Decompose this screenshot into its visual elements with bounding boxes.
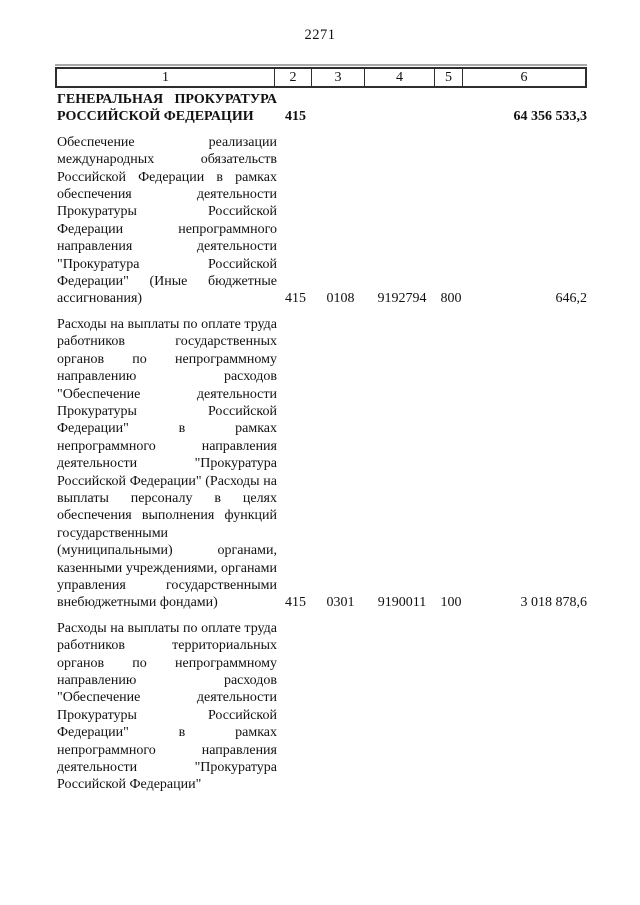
table-header-row [55,67,587,88]
column-header-1: 1 [57,69,275,86]
header-top-rule [55,64,587,66]
row-code-type: 100 [440,595,462,611]
row-code-grbs: 415 [285,595,306,611]
column-header-6: 6 [520,69,528,85]
table-body [55,91,587,794]
row-amount: 3 018 878,6 [520,595,587,611]
row-amount: 646,2 [555,291,587,307]
row-code-type: 800 [440,291,462,307]
row-code-section: 0108 [326,291,355,307]
row-name: Расходы на выплаты по оплате труда работников территориальных органов по непрограммному направлению расходов "Обеспечение деятельности Прокуратуры Российской Федерации" в рамках непрограммного направления деятельности "Прокуратура Российской Федерации" [57,620,277,793]
table-row [55,620,587,794]
row-name: Расходы на выплаты по оплате труда работников государственных органов по непрограммному направлению расходов "Обеспечение деятельности Прокуратуры Российской Федерации" в рамках непрограммного направления деятельности "Прокуратура Российской Федерации" (Расходы на выплаты персоналу в целях обеспечения выполнения функций государственными (муниципальными) органами, казенными учреждениями, органами управления государственными внебюджетными фондами) [57,316,277,611]
column-header-4: 4 [365,69,435,86]
row-name: Обеспечение реализации международных обязательств Российской Федерации в рамках обеспечения деятельности Прокуратуры Российской Федерации непрограммного направления деятельности "Прокуратура Российской Федерации" (Иные бюджетные ассигнования) [57,134,277,307]
row-amount: 64 356 533,3 [513,109,587,125]
column-header-3: 3 [312,69,365,86]
page-number: 2271 [304,27,336,43]
row-name: ГЕНЕРАЛЬНАЯ ПРОКУРАТУРА РОССИЙСКОЙ ФЕДЕРАЦИИ [57,92,277,125]
row-code-grbs: 415 [285,291,306,307]
row-code-target: 9190011 [377,595,427,611]
column-header-2: 2 [275,69,312,86]
row-code-target: 9192794 [377,291,427,307]
table-row [55,91,587,126]
row-code-section: 0301 [326,595,355,611]
table-row [55,316,587,612]
row-code-grbs: 415 [285,109,306,125]
table-row [55,134,587,308]
column-header-5: 5 [435,69,463,86]
